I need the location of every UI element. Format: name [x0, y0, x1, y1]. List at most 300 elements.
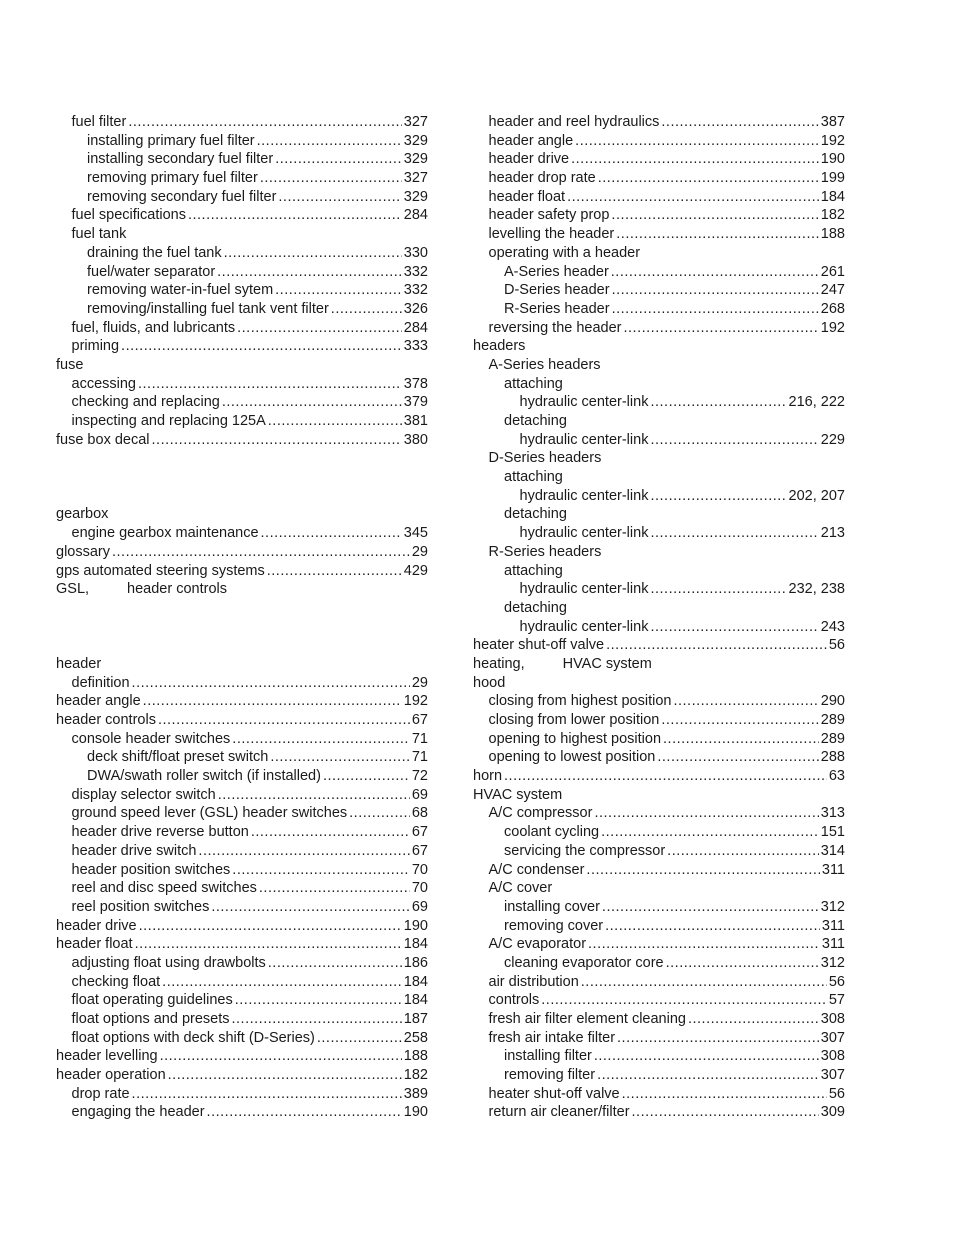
index-entry-label: reel and disc speed switches — [71, 880, 257, 897]
index-entry — [56, 1085, 428, 1104]
index-entry — [473, 431, 845, 450]
index-entry — [56, 692, 428, 711]
index-entry-label: priming — [71, 338, 120, 355]
page-number: 378 — [403, 375, 428, 392]
page-number: 56 — [828, 1085, 845, 1102]
index-entry — [56, 767, 428, 786]
index-entry-label: hood — [473, 674, 506, 691]
index-entry — [56, 1010, 428, 1029]
index-entry — [56, 319, 428, 338]
page-number: 289 — [820, 712, 845, 728]
index-entry — [473, 169, 845, 188]
dot-leader — [624, 319, 819, 338]
dot-leader — [207, 1103, 402, 1122]
dot-leader — [232, 730, 410, 749]
index-entry-label: attaching — [504, 375, 563, 392]
index-entry-label: removing filter — [504, 1067, 596, 1084]
page-number: 284 — [403, 207, 428, 224]
index-entry — [473, 823, 845, 842]
index-entry-label: gps automated steering systems — [56, 562, 265, 579]
index-entry-label: A/C compressor — [488, 805, 593, 822]
index-entry-label: fuel tank — [71, 226, 127, 243]
page-number: 284 — [403, 319, 428, 336]
page-number: 329 — [403, 132, 428, 149]
index-entry-label: header float — [488, 188, 566, 205]
page-number: 327 — [403, 170, 428, 187]
index-entry — [56, 188, 428, 207]
dot-leader — [267, 562, 402, 581]
dot-leader — [622, 1085, 827, 1104]
dot-leader — [275, 150, 402, 169]
index-entry — [473, 281, 845, 300]
index-entry-label: installing filter — [504, 1048, 592, 1065]
dot-leader — [541, 991, 827, 1010]
index-entry — [473, 1103, 845, 1122]
page-number: 216, 222 — [788, 394, 845, 411]
index-entry — [56, 263, 428, 282]
index-entry — [473, 804, 845, 823]
dot-leader — [112, 543, 410, 562]
dot-leader — [588, 935, 820, 954]
index-entry — [56, 1103, 428, 1122]
index-entry-label: adjusting float using drawbolts — [71, 954, 266, 971]
page-number: 327 — [403, 114, 428, 130]
index-entry-label: hydraulic center-link — [519, 581, 649, 598]
index-entry-label: header drive switch — [71, 842, 197, 859]
dot-leader — [594, 1047, 819, 1066]
page-number: 67 — [411, 712, 428, 728]
dot-leader — [188, 206, 402, 225]
index-entry — [473, 393, 845, 412]
page-number: 379 — [403, 394, 428, 411]
page-number: 258 — [403, 1029, 428, 1046]
index-entry — [56, 132, 428, 151]
index-entry-label: operating with a header — [488, 244, 641, 261]
index-entry — [56, 225, 428, 244]
index-entry-label: installing secondary fuel filter — [87, 151, 274, 168]
index-entry-label: fuel specifications — [71, 207, 186, 224]
dot-leader — [260, 169, 402, 188]
dot-leader — [611, 263, 819, 282]
index-spacer — [56, 449, 428, 468]
index-entry-label: drop rate — [71, 1085, 130, 1102]
dot-leader — [160, 1047, 402, 1066]
dot-leader — [232, 861, 410, 880]
page-number: 307 — [820, 1029, 845, 1046]
index-entry-label: header angle — [488, 132, 574, 149]
dot-leader — [268, 954, 402, 973]
index-entry-label: fuel/water separator — [87, 263, 216, 280]
page-number: 312 — [820, 898, 845, 915]
index-entry — [473, 225, 845, 244]
dot-leader — [650, 524, 818, 543]
index-entry — [56, 991, 428, 1010]
index-entry-label: DWA/swath roller switch (if installed) — [87, 768, 321, 785]
page-number: 190 — [820, 151, 845, 168]
dot-leader — [317, 1029, 402, 1048]
page-number: 71 — [411, 749, 428, 766]
index-entry-label: header operation — [56, 1067, 166, 1084]
page-number: 389 — [403, 1085, 428, 1102]
dot-leader — [650, 487, 786, 506]
index-entry-label: air distribution — [488, 973, 579, 990]
index-entry-label: cleaning evaporator core — [504, 954, 664, 971]
index-entry-label: heater shut-off valve — [473, 637, 605, 654]
index-entry — [473, 206, 845, 225]
page-number: 70 — [411, 861, 428, 878]
dot-leader — [612, 300, 819, 319]
index-entry-label: float options and presets — [71, 1011, 230, 1027]
page-number: 381 — [403, 413, 428, 429]
dot-leader — [661, 113, 818, 132]
index-entry-label: accessing — [71, 375, 136, 392]
index-entry — [473, 375, 845, 394]
index-entry-label: opening to lowest position — [488, 749, 656, 766]
index-entry-label: draining the fuel tank — [87, 244, 222, 261]
index-entry-label: opening to highest position — [488, 730, 662, 747]
dot-leader — [138, 375, 402, 394]
page-number: 247 — [820, 282, 845, 299]
dot-leader — [605, 917, 820, 936]
index-entry — [473, 543, 845, 562]
index-entry — [473, 1047, 845, 1066]
index-entry-label: installing primary fuel filter — [87, 132, 255, 149]
dot-leader — [594, 804, 818, 823]
index-column-left — [56, 113, 428, 1122]
dot-leader — [121, 337, 402, 356]
index-entry — [473, 748, 845, 767]
index-entry-label: hydraulic center-link — [519, 525, 649, 542]
page-number: 70 — [411, 880, 428, 897]
index-entry — [473, 692, 845, 711]
index-entry — [473, 599, 845, 618]
index-entry — [56, 973, 428, 992]
dot-leader — [128, 113, 401, 132]
index-entry-label: return air cleaner/filter — [488, 1104, 630, 1121]
index-entry-label: HVAC system — [473, 786, 563, 803]
index-entry-label: detaching — [504, 413, 567, 429]
dot-leader — [237, 319, 402, 338]
dot-leader — [198, 842, 409, 861]
index-entry — [473, 487, 845, 506]
index-entry — [56, 244, 428, 263]
index-entry — [56, 842, 428, 861]
dot-leader — [673, 692, 818, 711]
index-entry — [473, 954, 845, 973]
index-entry — [56, 786, 428, 805]
page-number: 63 — [828, 768, 845, 785]
index-entry-label: checking float — [71, 973, 161, 990]
page-number: 67 — [411, 842, 428, 859]
index-entry — [473, 861, 845, 880]
dot-leader — [611, 206, 818, 225]
dot-leader — [139, 917, 402, 936]
index-entry-label: glossary — [56, 543, 110, 560]
index-entry-label: console header switches — [71, 730, 231, 747]
page-number: 311 — [821, 917, 845, 934]
index-entry-label: closing from highest position — [488, 693, 672, 710]
dot-leader — [597, 1066, 819, 1085]
index-entry — [473, 1066, 845, 1085]
dot-leader — [135, 935, 402, 954]
page-number: 199 — [820, 170, 845, 187]
index-entry-label: reel position switches — [71, 898, 210, 915]
index-entry — [56, 356, 428, 375]
index-entry-label: float options with deck shift (D-Series) — [71, 1029, 315, 1046]
dot-leader — [666, 954, 819, 973]
index-entry — [56, 1066, 428, 1085]
page-number: 188 — [403, 1048, 428, 1065]
index-spacer — [56, 468, 428, 487]
index-entry-label: header float — [56, 936, 133, 953]
dot-leader — [217, 263, 402, 282]
page-number: 312 — [820, 954, 845, 971]
page-number: 56 — [828, 973, 845, 990]
dot-leader — [257, 132, 402, 151]
page-number: 268 — [820, 300, 845, 317]
dot-leader — [323, 767, 410, 786]
page-number: 290 — [820, 693, 845, 710]
page-number: 307 — [820, 1067, 845, 1084]
dot-leader — [602, 898, 819, 917]
dot-leader — [612, 281, 819, 300]
page-number: 69 — [411, 898, 428, 915]
page-number: 184 — [403, 992, 428, 1009]
index-entry-label: installing cover — [504, 898, 600, 915]
page-number: 314 — [820, 842, 845, 859]
index-entry — [56, 804, 428, 823]
index-entry — [56, 674, 428, 693]
index-entry — [56, 935, 428, 954]
dot-leader — [616, 225, 819, 244]
index-entry-label: inspecting and replacing 125A — [71, 413, 266, 429]
index-entry-label: header — [56, 655, 102, 672]
page-number: 332 — [403, 282, 428, 299]
index-entry — [56, 898, 428, 917]
page-number: 311 — [821, 936, 845, 953]
index-entry — [473, 319, 845, 338]
index-entry-label: hydraulic center-link — [519, 618, 649, 635]
index-entry — [56, 281, 428, 300]
dot-leader — [601, 823, 819, 842]
index-spacer — [56, 487, 428, 506]
index-entry-label: header position switches — [71, 861, 231, 878]
index-entry — [56, 879, 428, 898]
index-entry — [473, 618, 845, 637]
page-number: 330 — [403, 244, 428, 261]
page-number: 329 — [403, 151, 428, 168]
index-entry-label: header drive — [488, 151, 570, 168]
index-entry-label: fuel filter — [71, 114, 127, 130]
dot-leader — [650, 393, 786, 412]
index-entry-label: removing secondary fuel filter — [87, 188, 277, 205]
dot-leader — [650, 580, 786, 599]
index-entry-label: removing cover — [504, 917, 604, 934]
index-entry-label: D-Series header — [504, 282, 610, 299]
page-number: 313 — [820, 805, 845, 822]
index-entry-label: A-Series header — [504, 263, 609, 280]
page-number: 56 — [828, 637, 845, 654]
index-entry — [473, 973, 845, 992]
index-entry-label: header drive — [56, 917, 137, 934]
page-number: 187 — [403, 1011, 428, 1027]
index-entry — [56, 730, 428, 749]
page-number: 186 — [403, 954, 428, 971]
dot-leader — [132, 1085, 402, 1104]
page-number: 184 — [820, 188, 845, 205]
index-entry — [473, 580, 845, 599]
index-entry-label: detaching — [504, 599, 567, 616]
index-entry-label: A/C evaporator — [488, 936, 587, 953]
page-number: 213 — [820, 525, 845, 542]
index-entry-label: D-Series headers — [488, 450, 602, 467]
page-number: 190 — [403, 1104, 428, 1121]
index-entry-label: engine gearbox maintenance — [71, 525, 259, 542]
index-entry — [473, 898, 845, 917]
page-number: 387 — [820, 114, 845, 130]
index-entry — [473, 412, 845, 431]
dot-leader — [504, 767, 827, 786]
index-entry-label: checking and replacing — [71, 394, 220, 411]
dot-leader — [218, 786, 410, 805]
page-number: 311 — [821, 861, 845, 878]
page-number: 184 — [403, 973, 428, 990]
dot-leader — [571, 150, 819, 169]
index-entry-label: coolant cycling — [504, 824, 600, 841]
dot-leader — [275, 281, 402, 300]
dot-leader — [598, 169, 819, 188]
page-number: 329 — [403, 188, 428, 205]
page-number: 190 — [403, 917, 428, 934]
index-entry — [56, 954, 428, 973]
index-column-right — [473, 113, 845, 1122]
index-entry — [56, 748, 428, 767]
index-spacer — [56, 636, 428, 655]
index-entry — [473, 337, 845, 356]
cross-reference: HVAC system — [562, 655, 652, 672]
index-entry — [56, 431, 428, 450]
index-entry-label: closing from lower position — [488, 712, 660, 728]
index-entry — [56, 524, 428, 543]
index-entry — [473, 524, 845, 543]
index-entry — [56, 580, 428, 599]
index-entry-label: attaching — [504, 562, 563, 579]
index-entry — [473, 917, 845, 936]
page-number: 333 — [403, 338, 428, 355]
index-entry — [473, 356, 845, 375]
index-entry — [473, 1029, 845, 1048]
index-entry — [473, 767, 845, 786]
index-entry-label: heating, — [473, 655, 525, 672]
index-entry-label: header and reel hydraulics — [488, 114, 660, 130]
dot-leader — [143, 692, 402, 711]
index-entry — [56, 505, 428, 524]
dot-leader — [251, 823, 410, 842]
page-number: 192 — [403, 693, 428, 710]
dot-leader — [663, 730, 819, 749]
index-entry-label: fuel, fluids, and lubricants — [71, 319, 236, 336]
index-entry-label: A/C cover — [488, 880, 553, 897]
index-entry — [56, 1047, 428, 1066]
page-number: 288 — [820, 749, 845, 766]
page-number: 182 — [820, 207, 845, 224]
index-entry — [473, 244, 845, 263]
index-entry-label: fuse — [56, 356, 84, 373]
page-number: 202, 207 — [788, 487, 845, 504]
dot-leader — [650, 431, 818, 450]
index-entry — [56, 1029, 428, 1048]
page-number: 243 — [820, 618, 845, 635]
index-entry — [56, 113, 428, 132]
index-entry — [473, 132, 845, 151]
index-entry — [56, 375, 428, 394]
index-entry-label: hydraulic center-link — [519, 487, 649, 504]
dot-leader — [162, 973, 402, 992]
index-entry — [473, 449, 845, 468]
index-entry — [473, 842, 845, 861]
index-entry — [56, 337, 428, 356]
cross-reference: header controls — [127, 581, 227, 598]
index-entry-label: servicing the compressor — [504, 842, 666, 859]
page-number: 151 — [820, 824, 845, 841]
page-number: 326 — [403, 300, 428, 317]
index-entry — [473, 1085, 845, 1104]
index-entry — [56, 206, 428, 225]
index-spacer — [56, 618, 428, 637]
dot-leader — [158, 711, 410, 730]
index-entry — [473, 263, 845, 282]
index-entry-label: R-Series headers — [488, 543, 602, 560]
page-number: 184 — [403, 936, 428, 953]
index-entry-label: fresh air intake filter — [488, 1029, 616, 1046]
page-number: 261 — [820, 263, 845, 280]
page-number: 380 — [403, 431, 428, 448]
index-entry — [56, 711, 428, 730]
dot-leader — [606, 636, 827, 655]
index-entry — [473, 188, 845, 207]
index-entry-label: header safety prop — [488, 207, 610, 224]
index-entry-label: levelling the header — [488, 226, 615, 243]
index-entry-label: fresh air filter element cleaning — [488, 1011, 686, 1027]
index-entry — [56, 300, 428, 319]
index-entry-label: header levelling — [56, 1048, 158, 1065]
index-entry-label: engaging the header — [71, 1104, 205, 1121]
page-number: 345 — [403, 525, 428, 542]
dot-leader — [259, 879, 410, 898]
dot-leader — [661, 711, 818, 730]
dot-leader — [132, 674, 410, 693]
index-entry-label: removing/installing fuel tank vent filter — [87, 300, 329, 317]
dot-leader — [688, 1010, 819, 1029]
index-entry — [473, 711, 845, 730]
page-number: 188 — [820, 226, 845, 243]
index-entry-label: hydraulic center-link — [519, 431, 649, 448]
index-entry — [473, 468, 845, 487]
index-entry — [473, 674, 845, 693]
dot-leader — [224, 244, 402, 263]
dot-leader — [650, 618, 818, 637]
index-entry — [56, 393, 428, 412]
index-entry-label: heater shut-off valve — [488, 1085, 620, 1102]
dot-leader — [211, 898, 410, 917]
page-number: 29 — [411, 674, 428, 691]
dot-leader — [168, 1066, 402, 1085]
index-entry — [473, 991, 845, 1010]
index-entry — [56, 543, 428, 562]
page-number: 69 — [411, 786, 428, 803]
page-number: 182 — [403, 1067, 428, 1084]
dot-leader — [586, 861, 819, 880]
